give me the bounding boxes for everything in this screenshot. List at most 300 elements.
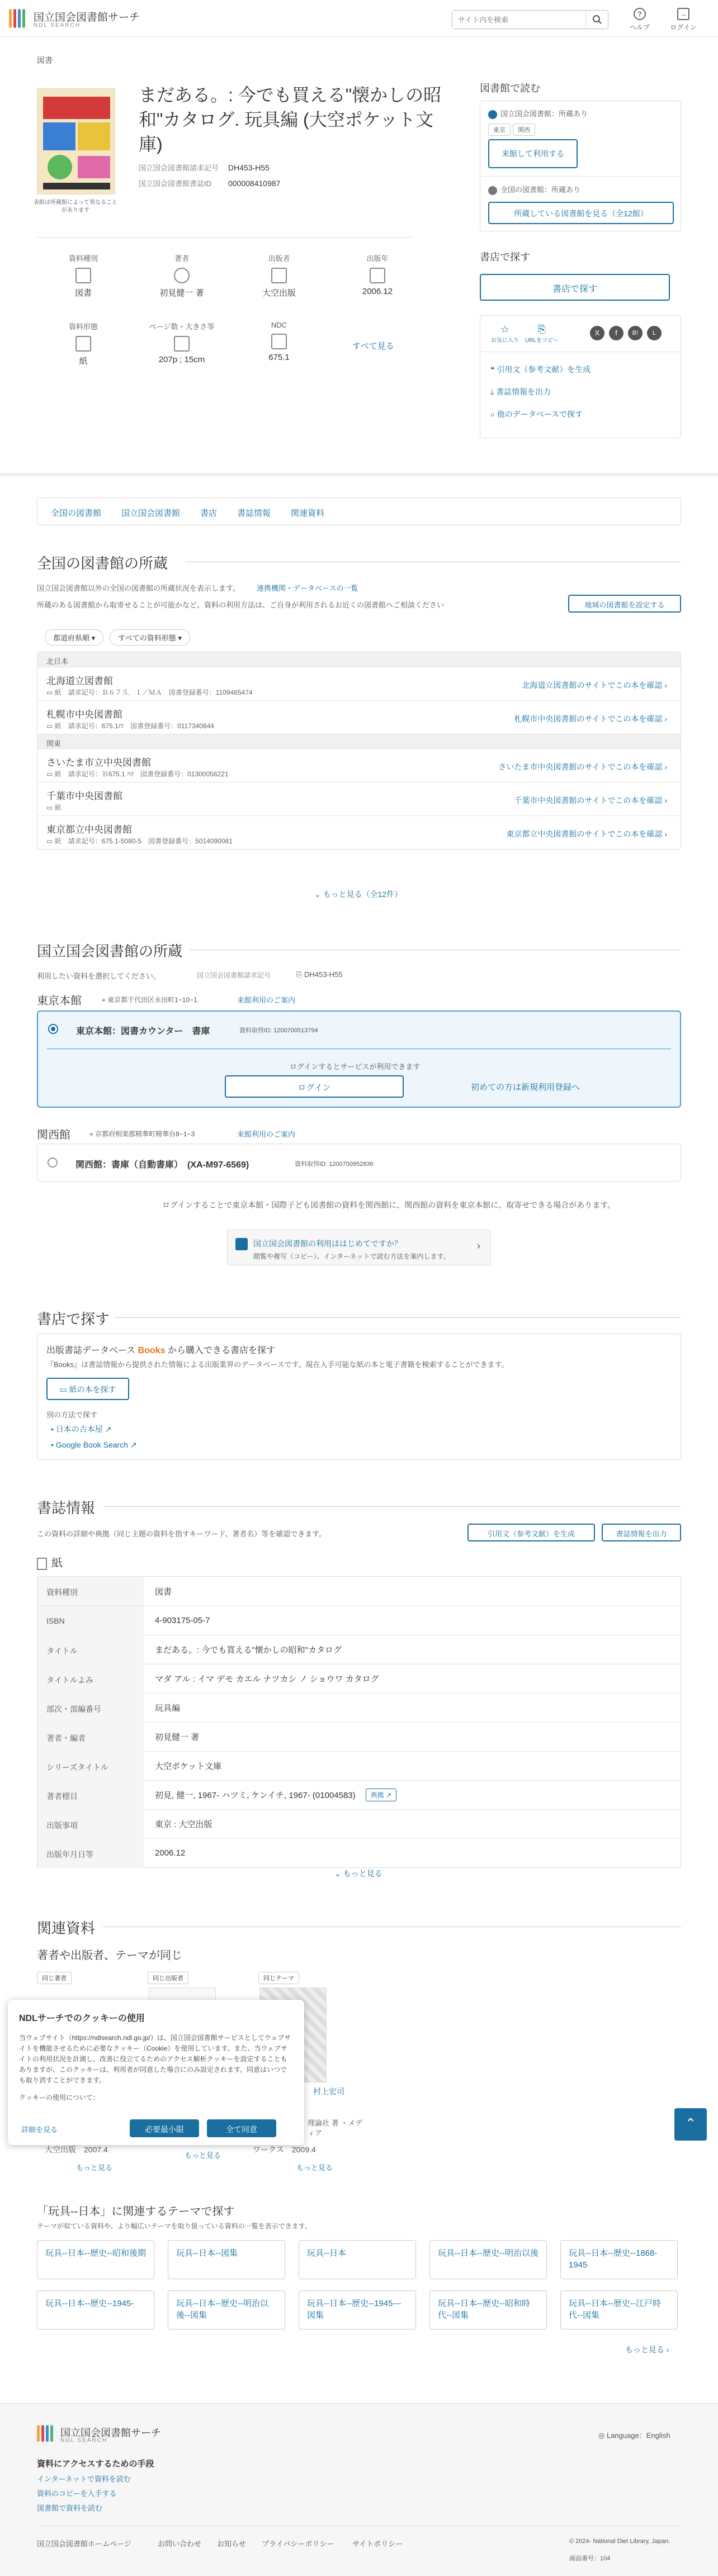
kansai-guide-link[interactable]: 来館利用のご案内 xyxy=(237,1130,296,1138)
kansai-item-id: 資料取得ID: 1200700952836 xyxy=(295,1161,374,1168)
biblio-show-more[interactable] xyxy=(334,1868,382,1879)
library-name: 東京都立中央図書館 xyxy=(46,824,132,835)
screen-number-value: 104 xyxy=(600,2555,611,2562)
theme-link[interactable]: 玩具--日本--歴史--1945- xyxy=(37,2290,154,2330)
ndl-biblio-id-key: 国立国会図書館書誌ID xyxy=(139,179,212,188)
ndl-biblio-id-value: 000008410987 xyxy=(228,179,281,188)
tokyo-item-location: 東京本館：図書カウンター 書庫 xyxy=(76,1027,210,1036)
language-switch[interactable] xyxy=(598,2430,670,2440)
cookie-banner xyxy=(8,2000,304,2145)
table-row xyxy=(37,1751,681,1780)
ndl-call-value-text: DH453-H55 xyxy=(304,970,343,979)
biblio-value: マダ アル : イマ デモ カエル ナツカシ ノ ショウワ カタログ xyxy=(155,1674,379,1684)
visit-ndl-button[interactable]: 来館して利用する xyxy=(488,139,578,168)
globe-icon: ◎ xyxy=(598,2431,607,2440)
footer-access-link[interactable]: 図書館で資料を読む xyxy=(37,2504,103,2512)
library-site-link[interactable] xyxy=(514,795,667,806)
theme-link[interactable]: 玩具--日本--歴史--明治以後--図集 xyxy=(168,2290,285,2330)
national-libraries-heading: 全国の図書館の所蔵 xyxy=(37,555,168,572)
related-item-meta: 大空出版 2007.4 xyxy=(45,2145,108,2154)
search-button[interactable] xyxy=(585,11,608,29)
biblio-table xyxy=(37,1576,681,1868)
line-share-icon[interactable]: L xyxy=(647,326,662,340)
chevron-right-icon: › xyxy=(664,829,667,838)
find-holding-libraries-button[interactable]: 所蔵している図書館を見る（全12館） xyxy=(488,202,674,224)
cover-illustration xyxy=(37,89,115,194)
book-cover-image xyxy=(37,88,115,194)
store-heading: 書店で探す xyxy=(37,1311,110,1327)
region-header: 関東 xyxy=(37,734,681,748)
tokyo-item-id: 資料取得ID: 1200700513794 xyxy=(239,1027,318,1034)
related-author-link[interactable]: 村上宏司 xyxy=(313,2087,344,2096)
first-time-guide[interactable] xyxy=(227,1230,491,1265)
store-title-pre: 出版書誌データベース xyxy=(46,1346,136,1355)
partner-db-link[interactable]: 連携機関・データベースの一覧 xyxy=(256,584,358,592)
ndl-holding-status xyxy=(488,108,588,119)
ndl-call-number-key: 国立国会図書館請求記号 xyxy=(139,164,219,172)
help-icon: ? xyxy=(634,8,646,20)
facet-pub-year xyxy=(330,253,425,296)
footer-access-link[interactable]: インターネットで資料を読む xyxy=(37,2475,131,2483)
kansai-address-text: 京都府相楽郡精華町精華台8−1−3 xyxy=(95,1130,195,1138)
facet-value: 図書 xyxy=(74,288,92,298)
biblio-export-button[interactable]: 書誌情報を出力 xyxy=(602,1524,681,1541)
format-label: 紙 xyxy=(54,804,62,812)
ndl-call-value xyxy=(296,970,343,979)
copy-icon: ⎘ xyxy=(296,970,305,979)
select-note: 利用したい資料を選択してください。 xyxy=(37,972,161,980)
nihon-no-furuhonya-link[interactable] xyxy=(51,1424,111,1435)
kansai-address xyxy=(89,1129,195,1138)
section-divider xyxy=(0,473,718,476)
book-icon: ▭ xyxy=(59,1385,69,1394)
library-site-label: さいたま市中央図書館のサイトでこの本を確認 xyxy=(498,762,663,771)
hatena-share-icon[interactable]: B! xyxy=(628,326,643,340)
store-desc: 『Books』は書誌情報から提供された情報による出版業界のデータベースです。現在入手可能な紙の本と電子書籍を検索することができます。 xyxy=(46,1360,509,1369)
find-paper-book-button[interactable] xyxy=(46,1378,129,1400)
library-site-label: 東京都立中央図書館のサイトでこの本を確認 xyxy=(506,829,663,838)
book-icon xyxy=(75,268,91,283)
biblio-key: 著者・編者 xyxy=(37,1723,144,1752)
external-link-icon: ↗ xyxy=(130,1440,137,1449)
library-site-link[interactable] xyxy=(514,713,667,724)
paper-icon: ▭ xyxy=(46,689,55,696)
chevron-right-icon: › xyxy=(666,2345,669,2354)
library-site-link[interactable] xyxy=(522,680,667,691)
google-book-search-link[interactable] xyxy=(51,1440,137,1450)
copy-url-button[interactable] xyxy=(525,324,559,344)
site-search xyxy=(452,10,608,29)
registration-number: 図書登録番号：5014090081 xyxy=(148,837,233,845)
tab-related[interactable]: 関連資料 xyxy=(291,509,325,518)
back-to-top-button[interactable] xyxy=(674,2108,707,2141)
first-time-sub: 閲覧や複写（コピー）、インターネットで読む方法を案内します。 xyxy=(253,1253,450,1260)
library-details xyxy=(46,721,214,730)
other-db-link[interactable] xyxy=(490,409,583,420)
footer-link-site-policy[interactable]: サイトポリシー xyxy=(352,2540,403,2548)
cookie-question: クッキーの使用について： xyxy=(19,2094,100,2101)
paper-icon: ▭ xyxy=(46,770,55,778)
theme-link[interactable]: 玩具--日本--歴史--1945---図集 xyxy=(299,2290,416,2330)
site-logo-subtitle: NDL SEARCH xyxy=(34,22,81,29)
star-icon: ☆ xyxy=(500,324,510,335)
cookie-accept-button[interactable]: 全て同意 xyxy=(207,2119,276,2137)
library-row xyxy=(37,748,681,782)
authority-badge[interactable] xyxy=(366,1789,396,1801)
national-desc xyxy=(37,582,358,593)
paper-icon: ▭ xyxy=(46,837,55,845)
theme-link[interactable]: 玩具--日本--歴史--昭和後期 xyxy=(37,2240,154,2279)
cover-note: 表紙は所蔵館によって異なることがあります xyxy=(34,200,117,214)
facebook-share-icon[interactable]: f xyxy=(609,326,623,340)
biblio-value: 初見健一 著 xyxy=(155,1733,200,1742)
chevron-down-icon: ⌄ xyxy=(334,1869,343,1878)
divider xyxy=(480,176,682,177)
cookie-necessary-button[interactable]: 必要最小限 xyxy=(130,2119,199,2137)
ndl-login-button[interactable]: ログイン xyxy=(225,1075,404,1098)
search-input[interactable] xyxy=(452,11,581,29)
heading-rule xyxy=(103,1506,681,1507)
tab-ndl[interactable]: 国立国会図書館 xyxy=(121,509,181,518)
paper-icon: ▭ xyxy=(46,804,55,812)
ndl-logo-icon[interactable] xyxy=(9,9,30,28)
footer-access-link[interactable]: 資料のコピーを入手する xyxy=(37,2489,117,2498)
transfer-note: ログインすることで東京本館・国際子ども図書館の資料を関西館に、関西館の資料を東京本館に、取寄せできる場合があります。 xyxy=(162,1201,616,1209)
kansai-item-radio[interactable] xyxy=(48,1157,58,1168)
share-card xyxy=(480,315,681,438)
facet-material-type xyxy=(36,253,131,298)
call-number: 請求記号：Ｂ６７５．１／ＭＡ xyxy=(68,689,162,696)
google-book-search-label: Google Book Search xyxy=(55,1440,128,1449)
login-link[interactable] xyxy=(667,8,700,32)
authority-badge-label: 典拠 xyxy=(370,1791,384,1799)
find-paper-book-label: 紙の本を探す xyxy=(69,1385,116,1394)
paper-icon xyxy=(75,336,91,352)
related-more-link[interactable]: もっと見る xyxy=(185,2151,221,2160)
external-link-icon: ↗ xyxy=(105,1425,112,1434)
library-site-label: 札幌市中央図書館のサイトでこの本を確認 xyxy=(514,714,663,723)
site-header xyxy=(0,0,718,37)
facet-author xyxy=(134,253,229,298)
tab-store[interactable]: 書店 xyxy=(200,509,218,518)
chevron-right-icon: › xyxy=(664,796,667,805)
search-icon: ⌕ xyxy=(490,410,497,419)
table-row xyxy=(37,1722,681,1751)
facet-value: 初見健一 著 xyxy=(159,288,204,298)
table-row xyxy=(37,1693,681,1722)
ndl-icon xyxy=(488,110,497,119)
tokyo-item-radio[interactable] xyxy=(48,1024,58,1034)
biblio-key: 出版事項 xyxy=(37,1810,144,1839)
screen-number-label: 画面番号 xyxy=(569,2555,594,2562)
login-label: ログイン xyxy=(670,23,697,31)
branch-tokyo: 東京 xyxy=(488,124,511,136)
site-logo-title[interactable]: 国立国会図書館サーチ xyxy=(34,12,140,23)
biblio-format-label: 紙 xyxy=(51,1557,63,1569)
title-link[interactable]: まだある。: 今でも買える"懐かしの昭和"カタログ xyxy=(155,1645,342,1655)
chevron-right-icon: › xyxy=(664,681,667,690)
guide-icon xyxy=(235,1238,248,1250)
facet-label: 出版者 xyxy=(268,254,290,263)
tokyo-branch-title: 東京本館 xyxy=(37,995,82,1007)
library-details xyxy=(46,769,229,779)
kansai-holding-card[interactable] xyxy=(37,1144,681,1182)
library-name: 千葉市中央図書館 xyxy=(46,791,122,801)
format-filter-value: すべての資料形態 xyxy=(118,634,176,642)
facet-ndc xyxy=(232,321,327,362)
related-heading: 関連資料 xyxy=(37,1920,96,1937)
library-details xyxy=(46,687,253,697)
library-site-link[interactable] xyxy=(506,828,667,839)
generate-citation-link[interactable] xyxy=(490,364,591,375)
facet-value: 大空出版 xyxy=(262,288,296,298)
theme-link[interactable]: 玩具--日本--歴史--明治以後 xyxy=(429,2240,547,2279)
biblio-cite-button[interactable]: 引用文（参考文献）を生成 xyxy=(467,1524,595,1541)
sidebar xyxy=(480,80,681,419)
access-title: 資料にアクセスするための手段 xyxy=(37,2459,154,2469)
national-holdings-table xyxy=(37,652,681,850)
biblio-key: タイトル xyxy=(37,1635,144,1664)
biblio-value: 2006.12 xyxy=(155,1848,186,1858)
building-icon xyxy=(271,268,287,283)
theme-link[interactable]: 玩具--日本--歴史--昭和時代--図集 xyxy=(429,2290,547,2330)
facet-label: 著者 xyxy=(174,254,189,263)
login-icon: → xyxy=(677,8,689,20)
format-label: 紙 xyxy=(54,722,62,730)
tokyo-guide-link[interactable]: 来館利用のご案内 xyxy=(237,996,296,1004)
bullet-icon: • xyxy=(51,1440,56,1449)
ruler-icon xyxy=(174,336,190,352)
branch-kansai: 関西 xyxy=(513,124,535,136)
library-row xyxy=(37,782,681,815)
themes-more-link[interactable] xyxy=(625,2344,669,2355)
favorite-label: お気に入り xyxy=(491,338,519,344)
library-name: さいたま市立中央図書館 xyxy=(46,757,151,768)
national-holding-text: 全国の図書館：所蔵あり xyxy=(500,186,581,194)
biblio-key: 部次・部編番号 xyxy=(37,1693,144,1723)
facet-pages-size xyxy=(134,321,229,364)
theme-link[interactable]: 玩具--日本--図集 xyxy=(168,2240,285,2279)
chevron-down-icon: ▾ xyxy=(178,634,182,642)
link-icon: ⎘ xyxy=(537,324,546,335)
ndl-call-number xyxy=(139,162,270,173)
related-more-link[interactable]: もっと見る xyxy=(296,2164,333,2172)
biblio-desc: この資料の詳細や典拠（同じ主題の資料を指すキーワード、著者名）等を確認できます。 xyxy=(37,1530,327,1538)
login-note: ログインするとサービスが利用できます xyxy=(290,1062,421,1071)
pin-icon: ⌖ xyxy=(89,1130,96,1138)
national-desc-text: 国立国会図書館以外の全国の図書館の所蔵状況を表示します。 xyxy=(37,584,240,592)
tokyo-address-text: 東京都千代田区永田町1−10−1 xyxy=(107,996,197,1004)
sort-select-value: 都道府県順 xyxy=(53,634,90,642)
biblio-key: タイトルよみ xyxy=(37,1664,144,1693)
national-desc2: 所蔵のある図書館から取寄せることが可能かなど、資料の利用方法は、ご自身が利用されるお近くの図書館へご相談ください xyxy=(37,601,445,609)
biblio-key: 資料種別 xyxy=(37,1577,144,1606)
biblio-key: ISBN xyxy=(37,1606,144,1635)
theme-link[interactable]: 玩具--日本--歴史--江戸時代--図集 xyxy=(560,2290,678,2330)
radio-dot xyxy=(51,1027,55,1031)
cookie-body: 当ウェブサイト（https://ndlsearch.ndl.go.jp/）は、国立国会図書館サービスとしてウェブサイトを機能させるために必要なクッキー（Cookie）を使用しています。また、当ウェブサイトの利用状況を計測し、改善に役立てるためのアクセス解析クッキーを設定することもありますが、このクッキーは、利用者が同意した場合にのみ設定されます。同意はいつでも取り消すことができます。 xyxy=(19,2034,291,2084)
related-more-link[interactable]: もっと見る xyxy=(76,2164,113,2172)
biblio-key: 出版年月日等 xyxy=(37,1839,144,1868)
facet-label: NDC xyxy=(271,321,287,329)
format-filter-select[interactable] xyxy=(110,629,190,646)
footer-link-ndl-home[interactable]: 国立国会図書館ホームページ xyxy=(37,2540,131,2548)
table-row xyxy=(37,1606,681,1635)
table-row xyxy=(37,1838,681,1867)
theme-link[interactable]: 玩具--日本--歴史--1868-1945 xyxy=(560,2240,678,2279)
related-subheading: 著者や出版者、テーマが同じ xyxy=(37,1949,182,1962)
breadcrumb: 図書 xyxy=(37,56,53,65)
other-methods-label: 別の方法で探す xyxy=(46,1411,98,1419)
download-icon: ⤓ xyxy=(490,387,497,396)
chip-same-theme[interactable]: 同じテーマ xyxy=(258,1972,299,1984)
facet-label: 出版年 xyxy=(366,254,389,263)
biblio-value: 図書 xyxy=(155,1587,172,1597)
sort-select[interactable] xyxy=(45,629,103,646)
library-name: 札幌市中央図書館 xyxy=(46,709,122,720)
tab-biblio[interactable]: 書誌情報 xyxy=(237,509,271,518)
facet-value: 207p ; 15cm xyxy=(158,355,205,364)
cookie-details-link[interactable]: 詳細を見る xyxy=(21,2126,58,2134)
facet-format xyxy=(36,321,131,367)
paper-icon xyxy=(37,1558,47,1570)
ndl-holdings-heading: 国立国会図書館の所蔵 xyxy=(37,943,183,960)
chevron-down-icon: ▾ xyxy=(91,634,96,642)
shop-heading: 書店で探す xyxy=(480,252,530,263)
biblio-key: シリーズタイトル xyxy=(37,1752,144,1781)
site-footer xyxy=(0,2403,718,2576)
chip-same-author[interactable]: 同じ著者 xyxy=(37,1972,72,1984)
format-label: 紙 xyxy=(54,770,62,778)
biblio-heading: 書誌情報 xyxy=(37,1500,96,1516)
library-site-label: 北海道立図書館のサイトでこの本を確認 xyxy=(522,681,663,690)
biblio-value: 4-903175-05-7 xyxy=(155,1616,210,1625)
series-link[interactable]: 大空ポケット文庫 xyxy=(155,1762,222,1771)
themes-desc: テーマが似ている資料や、より幅広いテーマを取り扱っている資料の一覧を表示できます。 xyxy=(37,2222,311,2230)
theme-link[interactable]: 玩具--日本 xyxy=(299,2240,416,2279)
store-title-post: から購入できる書店を探す xyxy=(168,1346,276,1355)
related-item-meta: ワークス 2009.4 xyxy=(253,2145,316,2154)
other-db-label: 他のデータベースで探す xyxy=(497,410,583,419)
paper-icon: ▭ xyxy=(46,722,55,730)
region-header: 北日本 xyxy=(37,652,681,667)
cookie-title: NDLサーチでのクッキーの使用 xyxy=(19,2014,145,2023)
biblio-value: 玩具編 xyxy=(155,1704,181,1713)
divider xyxy=(37,237,412,238)
table-row xyxy=(37,1664,681,1693)
search-icon xyxy=(592,15,602,25)
store-title xyxy=(46,1343,275,1356)
bullet-icon: • xyxy=(51,1425,56,1434)
first-time-title: 国立国会図書館の利用ははじめてですか？ xyxy=(253,1239,402,1248)
call-number: 請求記号：Ｂ675.1 ﾊﾂ xyxy=(68,770,134,778)
chevron-down-icon: ⌄ xyxy=(314,890,323,899)
footer-link-privacy[interactable]: プライバシーポリシー xyxy=(262,2540,334,2548)
footer-link-news[interactable]: お知らせ xyxy=(217,2540,246,2548)
library-details xyxy=(46,836,233,846)
pin-icon: ⌖ xyxy=(102,996,108,1004)
publisher-link[interactable]: 東京 : 大空出版 xyxy=(155,1820,212,1829)
language-label: Language：English xyxy=(606,2431,670,2440)
author-heading-link[interactable]: 初見, 健一, 1967- ハツミ, ケンイチ, 1967- (01004583) xyxy=(155,1791,356,1800)
ndl-biblio-id xyxy=(139,178,280,188)
chevron-right-icon: › xyxy=(664,762,667,771)
generate-citation-label: 引用文（参考文献）を生成 xyxy=(497,365,591,374)
find-in-store-button[interactable]: 書店で探す xyxy=(480,274,670,301)
related-item-meta: 理論社 著 ・メディア xyxy=(308,2119,363,2137)
ndl-holding-text: 国立国会図書館：所蔵あり xyxy=(500,110,588,118)
export-biblio-label: 書誌情報を出力 xyxy=(496,387,551,396)
registration-number: 図書登録番号：0117340844 xyxy=(130,722,214,730)
chip-same-publisher[interactable]: 同じ出版者 xyxy=(148,1972,188,1984)
register-link[interactable]: 初めての方は新規利用登録へ xyxy=(471,1083,580,1092)
table-row xyxy=(37,1780,681,1809)
tokyo-address xyxy=(102,995,197,1004)
show-more-libraries[interactable] xyxy=(314,889,402,900)
facet-label: ページ数・大きさ等 xyxy=(149,322,215,331)
footer-logo-title[interactable]: 国立国会図書館サーチ xyxy=(60,2427,161,2439)
facet-value: 2006.12 xyxy=(362,287,393,296)
library-row xyxy=(37,667,681,700)
facet-value: 675.1 xyxy=(268,353,290,362)
heading-rule xyxy=(114,1317,681,1318)
facet-value: 紙 xyxy=(79,357,88,366)
external-link-icon: ↗ xyxy=(386,1791,392,1799)
ndl-call-label: 国立国会図書館請求記号 xyxy=(197,971,271,979)
library-site-link[interactable] xyxy=(498,761,667,772)
biblio-format xyxy=(37,1554,63,1570)
set-region-button[interactable]: 地域の図書館を設定する xyxy=(568,595,681,613)
calendar-icon xyxy=(370,268,385,283)
facet-label: 資料種別 xyxy=(68,254,98,263)
registration-number: 図書登録番号：01300056221 xyxy=(140,770,229,778)
library-details xyxy=(46,803,62,812)
page-title: まだある。: 今でも買える"懐かしの昭和"カタログ. 玩具編 (大空ポケット文庫) xyxy=(139,85,442,154)
table-row xyxy=(37,1635,681,1664)
kansai-branch-title: 関西館 xyxy=(37,1129,70,1141)
themes-heading: 「玩具--日本」に関連するテーマで探す xyxy=(37,2205,235,2218)
format-label: 紙 xyxy=(54,837,62,845)
chevron-right-icon: › xyxy=(664,714,667,723)
format-label: 紙 xyxy=(54,689,62,696)
favorite-button[interactable] xyxy=(488,324,522,344)
tab-national-libraries[interactable]: 全国の図書館 xyxy=(51,509,102,518)
see-all-facets-link[interactable]: すべて見る xyxy=(352,341,394,351)
library-icon xyxy=(488,186,497,195)
footer-link-contact[interactable]: お問い合わせ xyxy=(158,2540,202,2548)
help-link[interactable] xyxy=(623,8,656,32)
call-number: 請求記号：675.1-5080-5 xyxy=(68,837,142,845)
biblio-show-more-label: もっと見る xyxy=(343,1869,382,1878)
copyright: © 2024- National Diet Library, Japan. xyxy=(569,2538,670,2545)
export-biblio-link[interactable] xyxy=(490,386,551,397)
footer-logo-icon xyxy=(37,2425,56,2444)
themes-more-label: もっと見る xyxy=(625,2345,664,2354)
footer-logo-subtitle: NDL SEARCH xyxy=(60,2437,108,2444)
read-in-library-heading: 図書館で読む xyxy=(480,83,540,94)
copy-url-label: URLをコピー xyxy=(525,338,559,344)
holding-card xyxy=(480,101,681,231)
classification-icon xyxy=(271,334,287,349)
national-holding-status xyxy=(488,184,580,195)
registration-number: 図書登録番号：1109465474 xyxy=(168,689,253,696)
ndl-call-number-value: DH453-H55 xyxy=(228,163,270,172)
biblio-key: 著者標目 xyxy=(37,1781,144,1810)
store-card xyxy=(37,1334,681,1460)
tokyo-holding-card[interactable] xyxy=(37,1011,681,1108)
x-share-icon[interactable]: X xyxy=(590,326,604,340)
chevron-up-icon: ⌃ xyxy=(684,2116,697,2131)
